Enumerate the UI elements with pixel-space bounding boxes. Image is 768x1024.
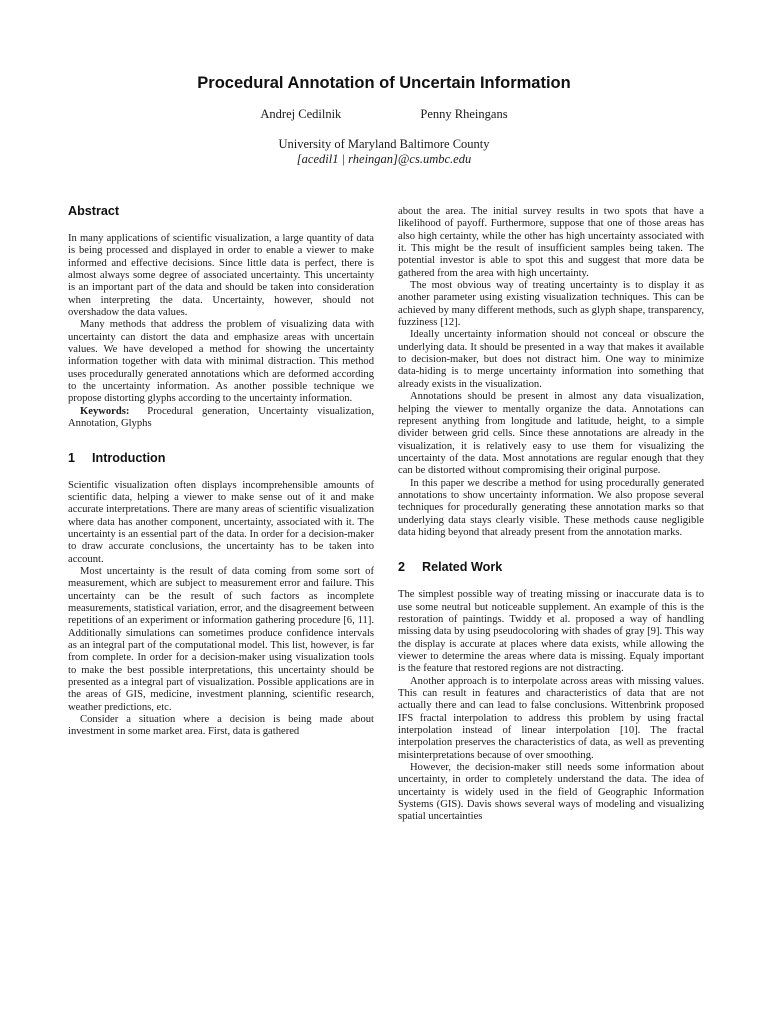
keywords	[68, 406, 374, 431]
abstract-paragraph: In many applications of scientific visualization, a large quantity of data is being processed and displayed in order to enable a viewer to make informed and effective decisions. Since little data is perfect, there is almost always some degree of associated uncertainty. This uncertainty is an important part of the data and should be taken into consideration when interpreting the data. Uncertainty, however, should not overshadow the data values.	[68, 233, 374, 319]
paper-title: Procedural Annotation of Uncertain Information	[197, 74, 571, 92]
author-name: Penny Rheingans	[420, 107, 508, 121]
section-title: Related Work	[422, 560, 503, 575]
body-paragraph: Consider a situation where a decision is being made about investment in some market area. First, data is gathered	[68, 714, 374, 738]
section-heading-related-work	[398, 560, 704, 575]
author-email: [acedil1 | rheingan]@cs.umbc.edu	[296, 152, 472, 166]
author-list	[0, 107, 768, 122]
body-paragraph: Scientific visualization often displays incomprehensible amounts of scientific data, helping a viewer to make sense out of it and make accurate interpretations. There are many areas of scientific visualization where data has another component, uncertainty, associated with it. The uncertainty is an essential part of the data. In order for a decision-maker to draw accurate conclusions, the uncertainty has to be taken into account.	[68, 479, 374, 565]
body-paragraph: However, the decision-maker still needs some information about uncertainty, in order to completely understand the data. The idea of uncertainty is widely used in the field of Geographic Information Systems (GIS). Davis shows several ways of modeling and visualizing spatial uncertainties	[398, 762, 704, 823]
left-column	[68, 204, 374, 739]
body-paragraph: The simplest possible way of treating missing or inaccurate data is to use some neutral but noticeable supplement. An example of this is the restoration of paintings. Twiddy et al. proposed a way of handling missing data by using pseudocoloring with shades of gray [9]. This way the display is accurate at places where data exists, while allowing the viewer to determine the areas where data is missing. Equaly important is the feature that restored regions are not distracting.	[398, 589, 704, 675]
section-title: Introduction	[92, 450, 166, 465]
section-number: 2	[398, 560, 406, 575]
body-paragraph: Most uncertainty is the result of data coming from some sort of measurement, which are subject to measurement error and failure. This uncertainty can be the result of such factors as incomplete measurements, statistical variation, error, and the disagreement between repetitions of an experiment or information gathering procedure [6, 11]. Additionally simulations can sometimes produce confidence intervals as an integral part of the computational model. This list, however, is far from complete. In order for a decision-maker using visualization tools to make the best possible interpretations, this uncertainty should be presented as a integral part of visualization. Possible applications are in the areas of GIS, medicine, investment planning, scientific research, weather predictions, etc.	[68, 565, 374, 713]
body-paragraph: The most obvious way of treating uncertainty is to display it as another parameter using existing visualization techniques. This can be achieved by many different methods, such as glyph shape, transparency, fuzziness [12].	[398, 280, 704, 329]
right-column	[398, 206, 704, 824]
abstract-paragraph: Many methods that address the problem of visualizing data with uncertainty can distort the data and emphasize areas with uncertain values. We have developed a method for showing the uncertainty information together with data with minimal distraction. This method uses procedurally generated annotations which are deformed according to the uncertainty information. As another possible technique we propose distorting glyphs according to the uncertainty information.	[68, 319, 374, 405]
author-name: Andrej Cedilnik	[260, 107, 342, 121]
body-paragraph: Annotations should be present in almost any data visualization, helping the viewer to mentally organize the data. Annotations can represent anything from longitude and latitude, height, to a simple divider between grid cells. Since these annotations are already in the visualization, it is relatively easy to use them for visualizing the uncertainty of the data. Most annotations are regular enough that they can be distorted without compromising their original purpose.	[398, 391, 704, 477]
affiliation-block	[0, 137, 768, 167]
body-paragraph: Ideally uncertainty information should not conceal or obscure the underlying data. It should be presented in a way that makes it available to decision-maker, but does not distract him. One way to minimize data-hiding is to merge uncertainty information into something that already exists in the visualization.	[398, 329, 704, 390]
body-paragraph: In this paper we describe a method for using procedurally generated annotations to show uncertainty information. We also propose several techniques for procedurally generating these annotation marks so that underlying data stays clearly visible. These methods cause negligible data hiding beyond that already present from the annotation marks.	[398, 477, 704, 538]
section-heading-introduction	[68, 451, 374, 466]
keywords-label: Keywords:	[80, 405, 130, 417]
section-number: 1	[68, 450, 76, 465]
abstract-heading: Abstract	[68, 204, 120, 218]
affiliation: University of Maryland Baltimore County	[278, 137, 490, 151]
keywords-text: Procedural generation, Uncertainty visualization, Annotation, Glyphs	[68, 405, 374, 430]
body-paragraph: Another approach is to interpolate across areas with missing values. This can result in features and characteristics of data that are not actually there and can lead to false conclusions. Wittenbrink proposed IFS fractal interpolation to address this problem by using fractal interpolation instead of linear interpolation [10]. The fractal interpolation preserves the characteristics of data, as well as preventing misinterpretations because of over smoothing.	[398, 675, 704, 761]
body-paragraph: about the area. The initial survey results in two spots that have a likelihood of payoff. Furthermore, suppose that one of those areas has also high certainty, while the other has high uncertainty associated with it. This might be the result of insufficient samples being taken. The potential investor is able to spot this and suggest that more data be gathered from the area with high uncertainty.	[398, 206, 704, 279]
